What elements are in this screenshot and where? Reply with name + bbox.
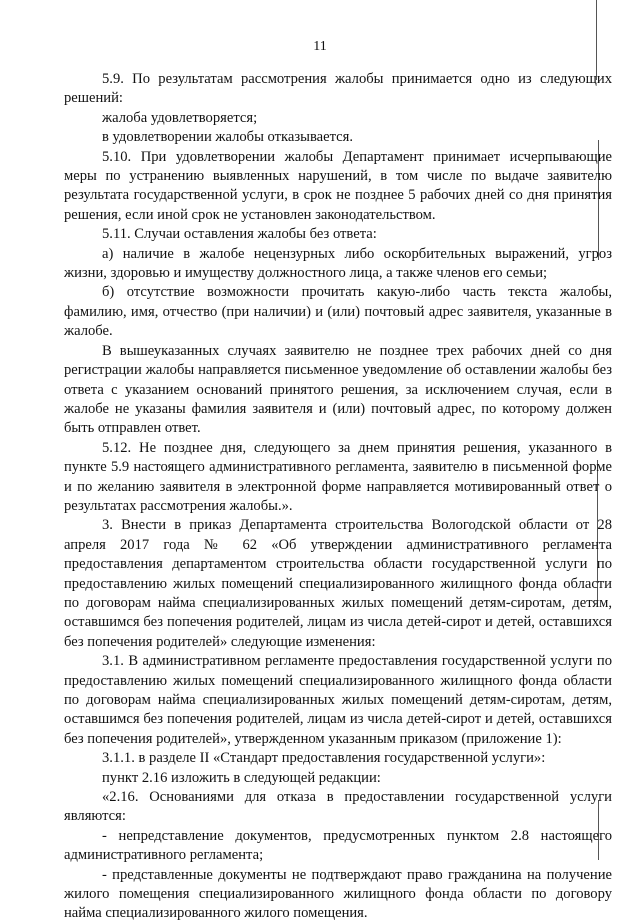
paragraph-3-1-1: 3.1.1. в разделе II «Стандарт предоставления государственной услуги»: bbox=[102, 750, 546, 767]
paragraph-3: 3. Внести в приказ Департамента строительства Вологодской области от 28 апреля 2017 года № 62 «Об утверждении административного регламента предоставления департаментом строительства области государственной услуги по предоставлению жилых помещений специализированного жилищного фонда области по договорам найма специализированных жилых помещений детям-сиротам, детям, оставшимся без попечения родителей, лицам из числа детей-сирот и детей, оставшихся без попечения родителей» следующие изменения: bbox=[64, 517, 612, 650]
paragraph-5-10: 5.10. При удовлетворении жалобы Департамент принимает исчерпывающие меры по устранению выявленных нарушений, в том числе по выдаче заявителю результата государственной услуги, в срок не позднее 5 рабочих дней со дня принятия решения, если иной срок не установлен законодательством. bbox=[64, 148, 612, 223]
document-body bbox=[64, 70, 612, 924]
paragraph-item: в удовлетворении жалобы отказывается. bbox=[102, 129, 354, 146]
paragraph-item-a: а) наличие в жалобе нецензурных либо оскорбительных выражений, угроз жизни, здоровью и имуществу должностного лица, а также членов его семьи; bbox=[64, 245, 612, 282]
paragraph-3-1: 3.1. В административном регламенте предоставления государственной услуги по предоставлению жилых помещений специализированного жилищного фонда области по договорам найма специализированных жилых помещений детям-сиротам, детям, оставшимся без попечения родителей, лицам из числа детей-сирот и детей, оставшихся без попечения родителей», утвержденном указанным приказом (приложение 1): bbox=[64, 653, 612, 747]
paragraph-item-b: б) отсутствие возможности прочитать какую-либо часть текста жалобы, фамилию, имя, отчество (при наличии) и (или) почтовый адрес заявителя, указанные в жалобе. bbox=[64, 284, 612, 340]
paragraph-2-16: «2.16. Основаниями для отказа в предоставлении государственной услуги являются: bbox=[64, 789, 612, 825]
scan-artifact-line bbox=[596, 0, 597, 80]
paragraph-list-item: - представленные документы не подтверждают право гражданина на получение жилого помещения специализированного жилищного фонда области по договору найма специализированного жилого помещения. bbox=[64, 866, 612, 922]
paragraph-notice: В вышеуказанных случаях заявителю не позднее трех рабочих дней со дня регистрации жалобы направляется письменное уведомление об оставлении жалобы без ответа с указанием оснований принятого решения, за исключением случая, если в жалобе не указаны фамилия заявителя и (или) почтовый адрес, по которому должен быть отправлен ответ. bbox=[64, 342, 612, 437]
page-number: 11 bbox=[313, 39, 327, 54]
paragraph-5-9: 5.9. По результатам рассмотрения жалобы принимается одно из следующих решений: bbox=[64, 71, 612, 107]
paragraph-5-12: 5.12. Не позднее дня, следующего за днем принятия решения, указанного в пункте 5.9 настоящего административного регламента, заявителю в письменной форме и по желанию заявителя в электронной форме направляется мотивированный ответ о результатах рассмотрения жалобы.». bbox=[64, 439, 612, 514]
paragraph-item: пункт 2.16 изложить в следующей редакции: bbox=[102, 769, 381, 786]
paragraph-list-item: - непредставление документов, предусмотренных пунктом 2.8 настоящего административного регламента; bbox=[64, 827, 612, 864]
paragraph-5-11: 5.11. Случаи оставления жалобы без ответа: bbox=[102, 226, 377, 243]
paragraph-item: жалоба удовлетворяется; bbox=[102, 109, 258, 126]
